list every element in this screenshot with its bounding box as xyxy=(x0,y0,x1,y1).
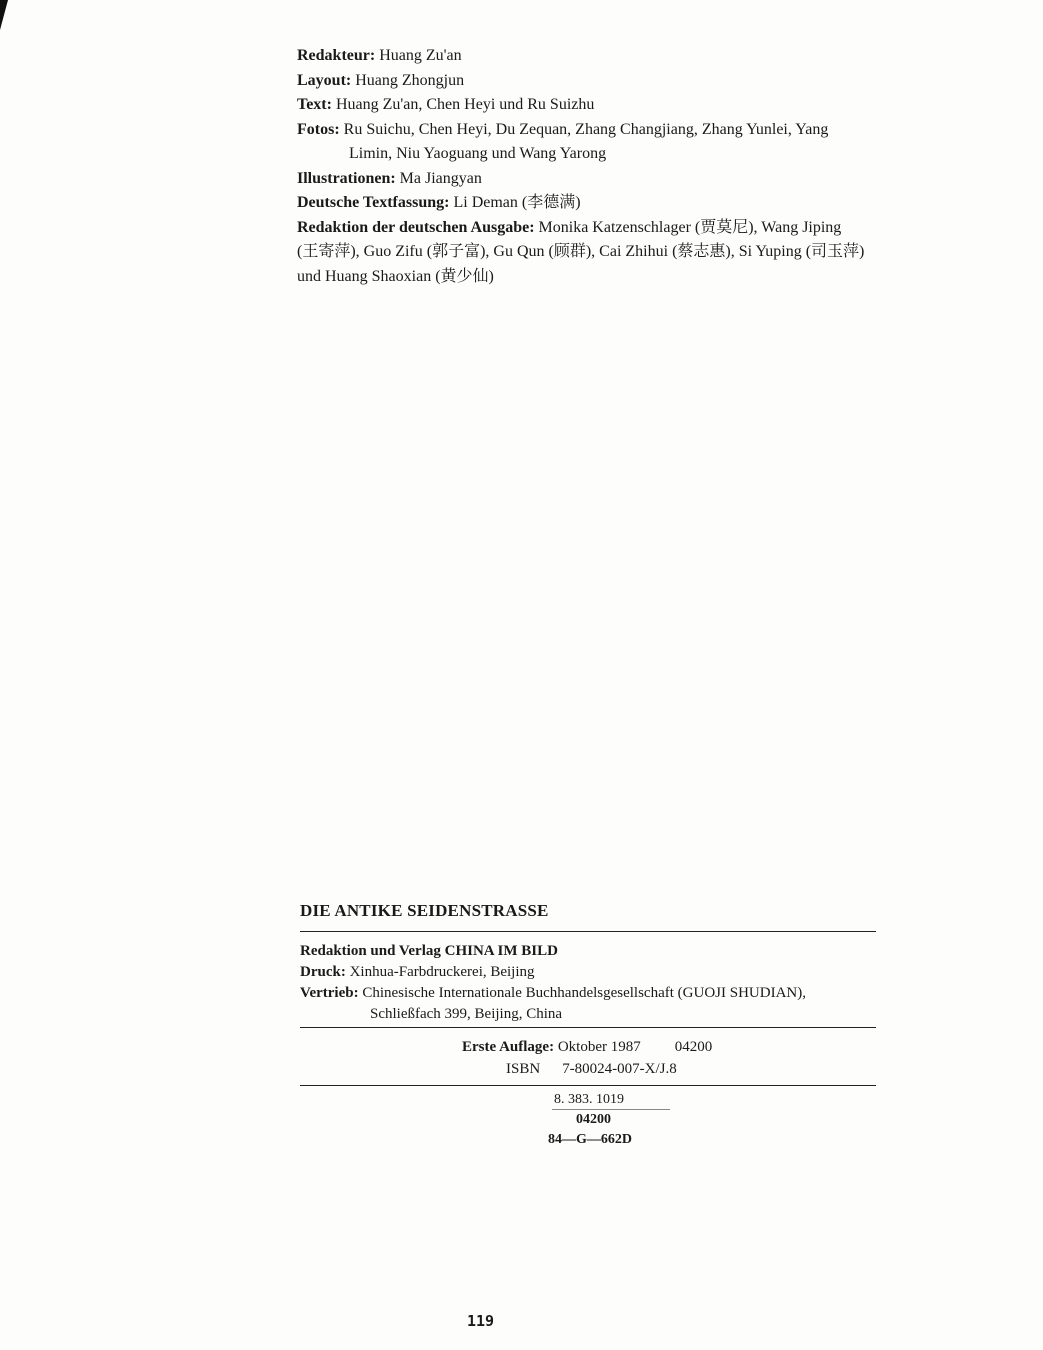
credit-illustrations xyxy=(297,167,907,192)
first-edition-line xyxy=(300,1036,876,1058)
credit-german-text-label: Deutsche Textfassung: xyxy=(297,194,450,211)
credit-german-edition-end xyxy=(297,265,907,290)
catalog-codes xyxy=(300,1086,876,1150)
credits-section xyxy=(297,44,907,289)
catalog-code-2: 04200 xyxy=(576,1112,611,1127)
publication-block xyxy=(300,932,876,1027)
distribution-line xyxy=(300,983,876,1004)
distribution-value-line2: Schließfach 399, Beijing, China xyxy=(370,1006,563,1022)
credit-editor-label: Redakteur: xyxy=(297,47,376,64)
credit-illustrations-value: Ma Jiangyan xyxy=(399,169,482,187)
print-label: Druck: xyxy=(300,964,346,980)
print-line xyxy=(300,962,876,983)
credit-german-text xyxy=(297,191,907,216)
publisher-line xyxy=(300,941,876,962)
catalog-code-3: 84—G—662D xyxy=(548,1132,632,1147)
distribution-label: Vertrieb: xyxy=(300,985,359,1001)
credit-photos-value-line1: Ru Suichu, Chen Heyi, Du Zequan, Zhang Changjiang, Zhang Yunlei, Yang xyxy=(343,120,829,138)
page-corner-mark xyxy=(0,0,8,30)
credit-german-edition-line3: und Huang Shaoxian (黄少仙) xyxy=(297,267,494,285)
credit-german-edition-label: Redaktion der deutschen Ausgabe: xyxy=(297,218,535,236)
isbn-label: ISBN xyxy=(506,1061,541,1077)
credit-photos-value-line2: Limin, Niu Yaoguang und Wang Yarong xyxy=(349,145,607,162)
isbn-value: 7-80024-007-X/J.8 xyxy=(562,1061,677,1077)
credit-photos-label: Fotos: xyxy=(297,120,340,138)
credit-layout xyxy=(297,69,907,94)
credit-editor xyxy=(297,44,907,69)
credit-text-value: Huang Zu'an, Chen Heyi und Ru Suizhu xyxy=(335,96,595,113)
credit-layout-label: Layout: xyxy=(297,71,352,89)
publisher-label: Redaktion und Verlag xyxy=(300,943,441,959)
credit-illustrations-label: Illustrationen: xyxy=(297,169,396,187)
credit-german-edition-line1: Monika Katzenschlager (贾莫尼), Wang Jiping xyxy=(538,218,842,236)
credit-text xyxy=(297,93,907,118)
page-number: 119 xyxy=(467,1312,495,1330)
catalog-code-1: 8. 383. 1019 xyxy=(554,1092,624,1107)
book-title: DIE ANTIKE SEIDENSTRASSE xyxy=(300,901,549,920)
first-edition-label: Erste Auflage: xyxy=(462,1039,555,1055)
credit-german-text-value: Li Deman (李德满) xyxy=(453,194,581,211)
colophon-section xyxy=(300,901,876,1150)
credit-german-edition-continued xyxy=(297,240,907,265)
first-edition-value: Oktober 1987 xyxy=(557,1039,641,1055)
print-value: Xinhua-Farbdruckerei, Beijing xyxy=(349,964,535,980)
isbn-line xyxy=(300,1058,876,1080)
publisher-value: CHINA IM BILD xyxy=(444,943,558,959)
credit-german-edition-line2: (王寄萍), Guo Zifu (郭子富), Gu Qun (顾群), Cai Zhihui (蔡志惠), Si Yuping (司玉萍) xyxy=(297,243,865,260)
credit-german-edition xyxy=(297,216,907,241)
first-edition-code: 04200 xyxy=(674,1039,713,1055)
edition-block xyxy=(300,1028,876,1085)
credit-editor-value: Huang Zu'an xyxy=(379,47,462,64)
credit-text-label: Text: xyxy=(297,96,332,113)
credit-layout-value: Huang Zhongjun xyxy=(355,71,465,89)
distribution-line-continued xyxy=(300,1004,876,1025)
credit-photos-continued xyxy=(297,142,907,167)
distribution-value-line1: Chinesische Internationale Buchhandelsgesellschaft (GUOJI SHUDIAN), xyxy=(362,985,806,1001)
credit-photos xyxy=(297,118,907,143)
